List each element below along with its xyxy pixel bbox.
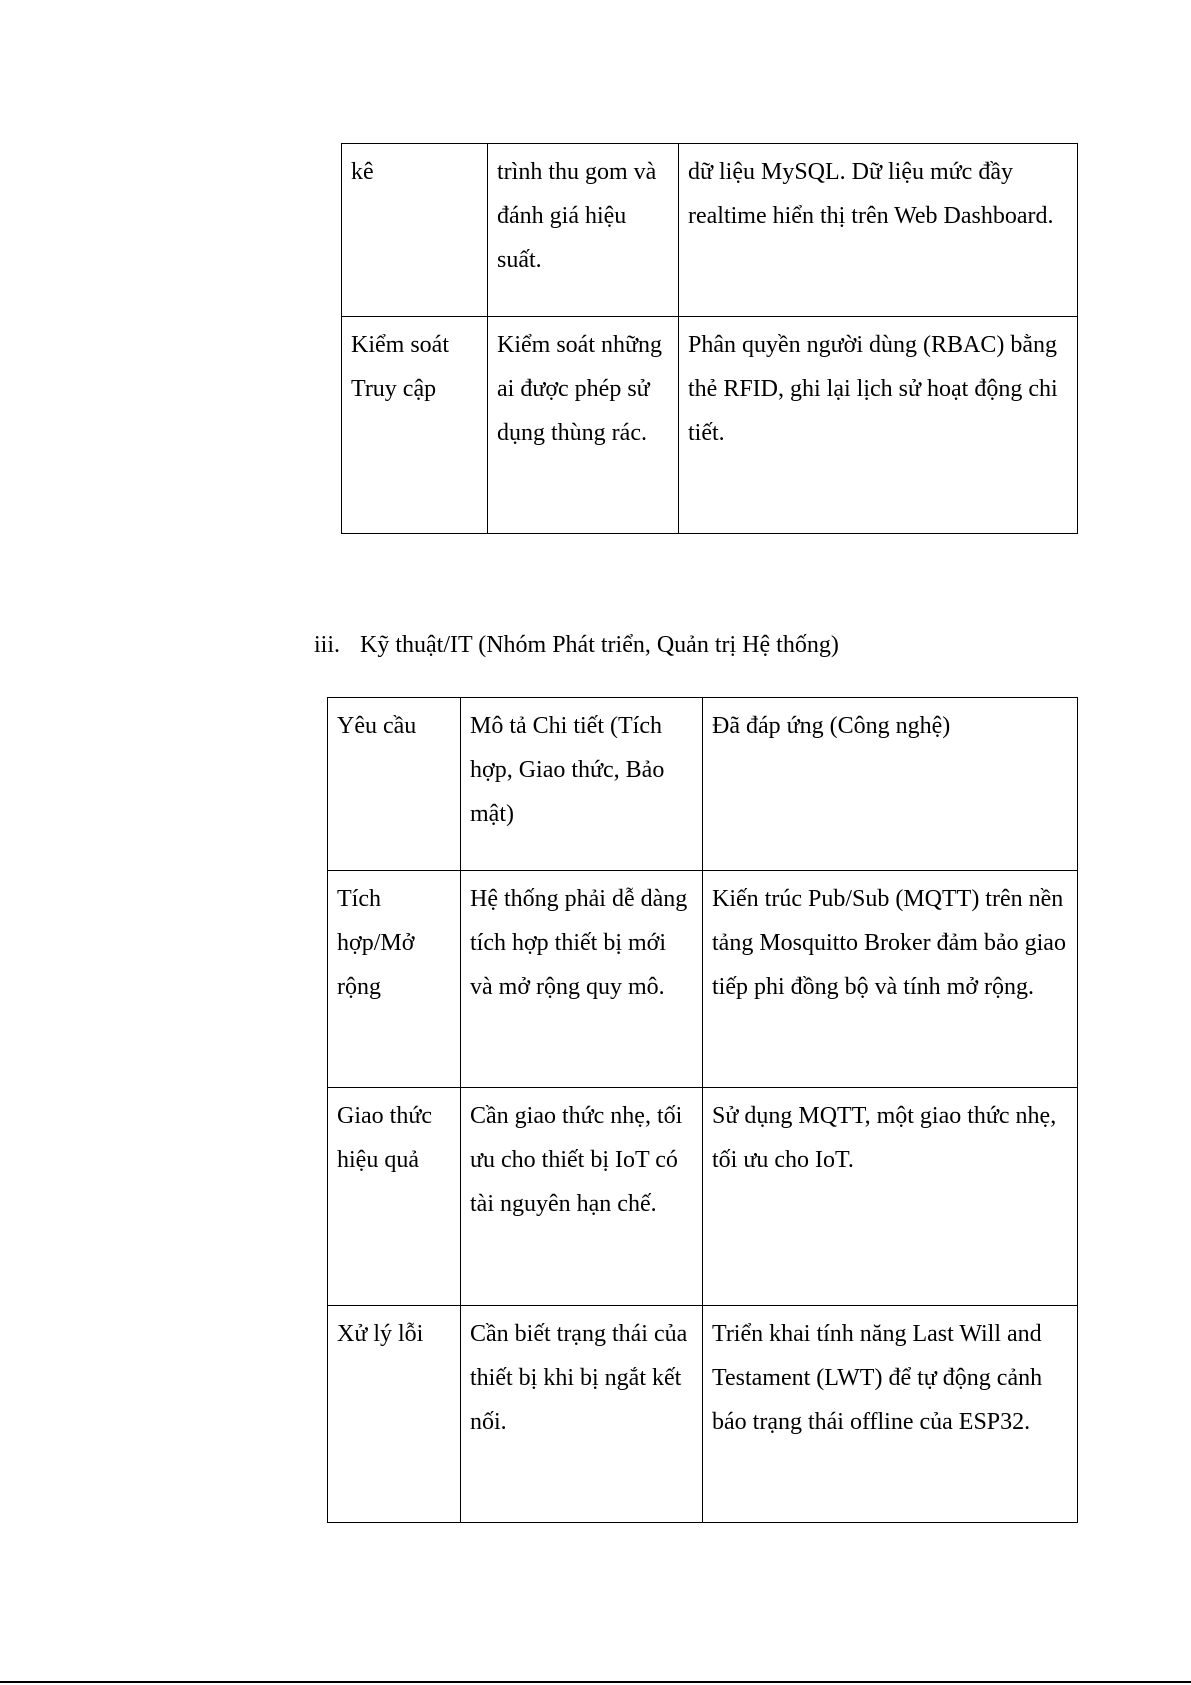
table-cell-description — [488, 144, 679, 317]
table-cell-response — [679, 144, 1078, 317]
table-cell-response — [703, 1306, 1078, 1523]
table-row — [328, 1306, 1078, 1523]
table-header-cell — [461, 698, 703, 871]
header-text: Yêu cầu — [337, 713, 417, 739]
table-row — [328, 1088, 1078, 1306]
table-cell-response — [703, 871, 1078, 1088]
table-cell-requirement — [342, 144, 488, 317]
cell-text: Giao thức hiệu quả — [337, 1103, 432, 1173]
cell-text: Kiến trúc Pub/Sub (MQTT) trên nền tảng Mosquitto Broker đảm bảo giao tiếp phi đồng bộ và tính mở rộng. — [712, 886, 1066, 1000]
cell-text: trình thu gom và đánh giá hiệu suất. — [497, 159, 657, 273]
cell-text: Tích hợp/Mở rộng — [337, 886, 415, 1000]
header-text: Đã đáp ứng (Công nghệ) — [712, 713, 951, 739]
table-header-cell — [328, 698, 461, 871]
page-footer-rule — [0, 1681, 1191, 1683]
cell-text: Cần giao thức nhẹ, tối ưu cho thiết bị IoT có tài nguyên hạn chế. — [470, 1103, 683, 1217]
table-cell-response — [679, 317, 1078, 534]
cell-text: Kiểm soát những ai được phép sử dụng thùng rác. — [497, 332, 662, 446]
cell-text: Sử dụng MQTT, một giao thức nhẹ, tối ưu cho IoT. — [712, 1103, 1057, 1173]
table-header-row — [328, 698, 1078, 871]
table-cell-requirement — [328, 871, 461, 1088]
cell-text: kê — [351, 159, 374, 185]
table-row — [342, 144, 1078, 317]
table-row — [342, 317, 1078, 534]
section-title: Kỹ thuật/IT (Nhóm Phát triển, Quản trị Hệ thống) — [360, 632, 839, 658]
cell-text: dữ liệu MySQL. Dữ liệu mức đầy realtime hiển thị trên Web Dashboard. — [688, 159, 1054, 229]
cell-text: Hệ thống phải dễ dàng tích hợp thiết bị mới và mở rộng quy mô. — [470, 886, 688, 1000]
section-heading — [314, 625, 839, 665]
table-cell-requirement — [328, 1306, 461, 1523]
section-number: iii. — [314, 632, 341, 658]
table-cell-description — [461, 871, 703, 1088]
requirements-table-continued — [341, 143, 1078, 534]
cell-text: Triển khai tính năng Last Will and Testament (LWT) để tự động cảnh báo trạng thái offline của ESP32. — [712, 1321, 1043, 1435]
cell-text: Phân quyền người dùng (RBAC) bằng thẻ RFID, ghi lại lịch sử hoạt động chi tiết. — [688, 332, 1058, 446]
table-cell-requirement — [342, 317, 488, 534]
table-cell-description — [488, 317, 679, 534]
table-header-cell — [703, 698, 1078, 871]
cell-text: Xử lý lỗi — [337, 1321, 424, 1347]
table-cell-description — [461, 1088, 703, 1306]
cell-text: Kiểm soát Truy cập — [351, 332, 449, 402]
table-cell-requirement — [328, 1088, 461, 1306]
table-cell-response — [703, 1088, 1078, 1306]
it-requirements-table — [327, 697, 1078, 1523]
table-cell-description — [461, 1306, 703, 1523]
cell-text: Cần biết trạng thái của thiết bị khi bị ngắt kết nối. — [470, 1321, 688, 1435]
table-row — [328, 871, 1078, 1088]
header-text: Mô tả Chi tiết (Tích hợp, Giao thức, Bảo mật) — [470, 713, 665, 827]
